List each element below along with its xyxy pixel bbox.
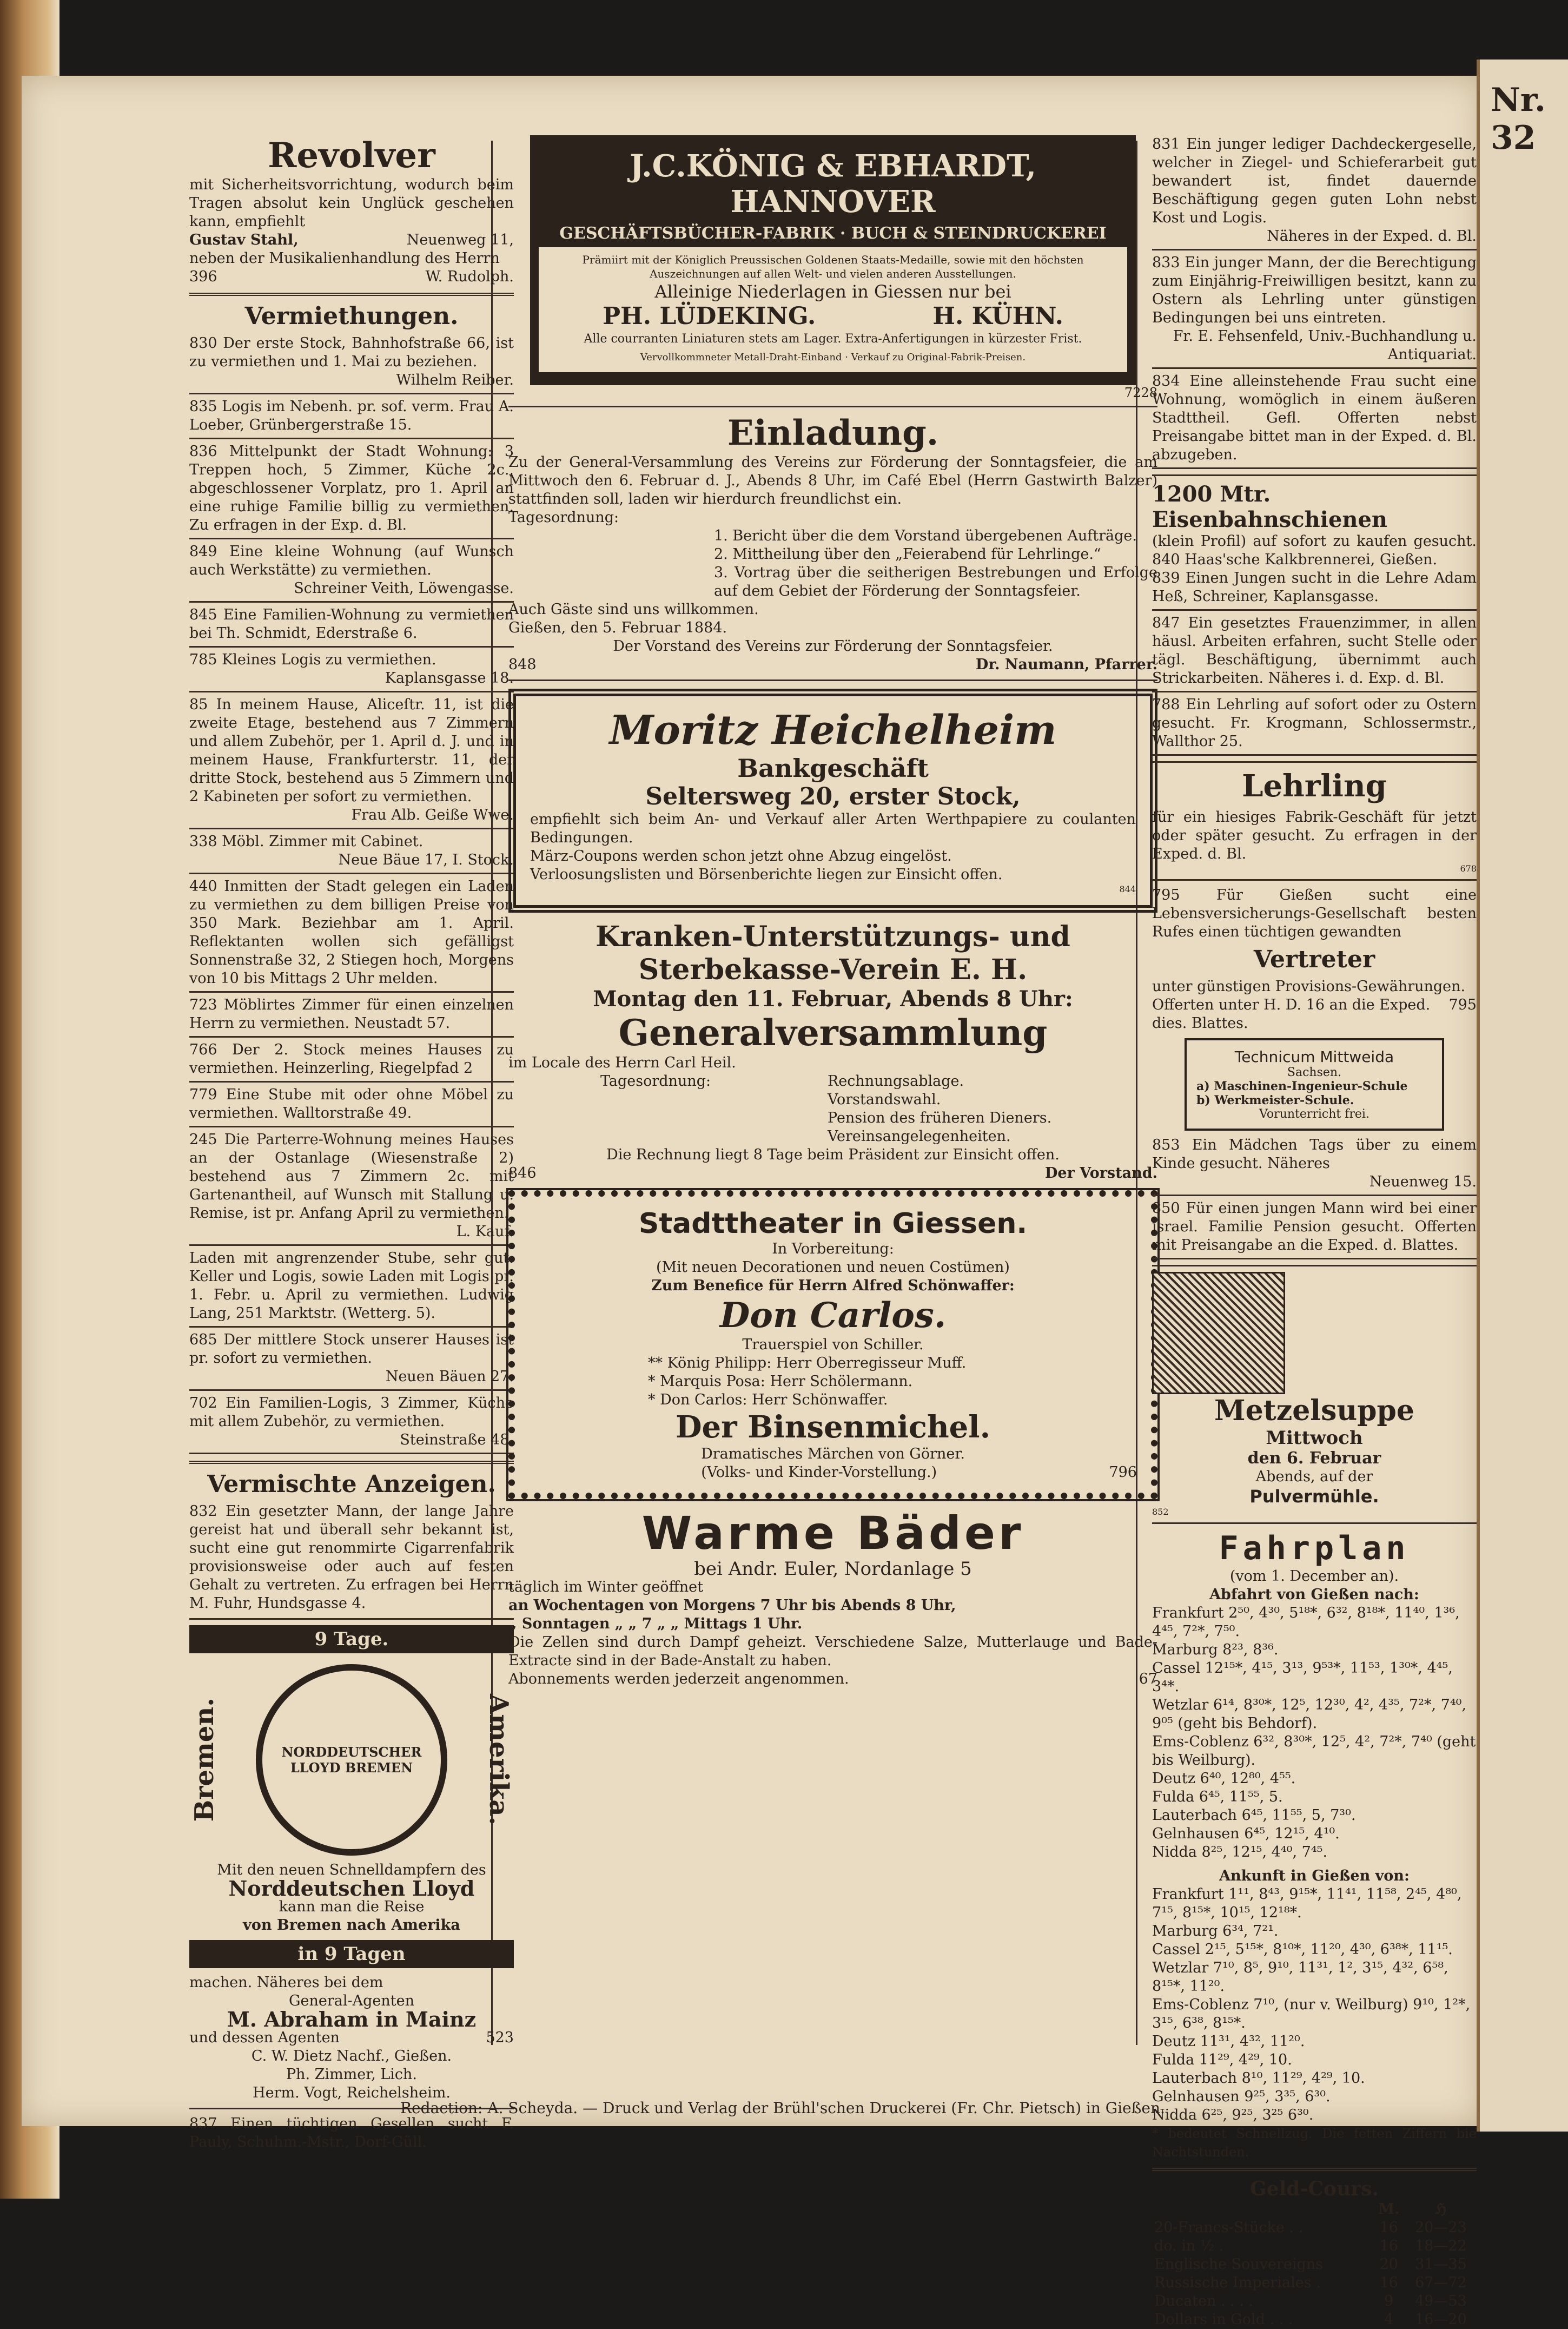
divider	[1152, 467, 1477, 469]
geld-cours	[1152, 2178, 1477, 2329]
classified-ad	[189, 606, 514, 648]
lloyd-ag3: Herm. Vogt, Reichelsheim.	[253, 2084, 451, 2101]
divider	[1152, 761, 1477, 763]
classified-ad	[1152, 254, 1477, 369]
table-cell: 20-Francs-Stücke . .	[1154, 2219, 1304, 2236]
fahrplan-sub: (vom 1. December an).	[1229, 1568, 1399, 1585]
lloyd-line3: kann man die Reise	[279, 1898, 425, 1915]
ad-text: 788 Ein Lehrling auf sofort oder zu Ostern gesucht. Fr. Krogmann, Schlossermstr., Wallthor 25.	[1152, 696, 1477, 750]
table-cell: 16	[1379, 2219, 1398, 2236]
table-cell: Englische Souvereigns	[1154, 2256, 1324, 2273]
koenig-ebhardt-ad	[530, 135, 1136, 385]
classified-ad	[189, 996, 514, 1038]
kranken-ad	[508, 920, 1157, 1183]
ad-text: 839 Einen Jungen sucht in die Lehre Adam Heß, Schreiner, Kaplansgasse.	[1152, 570, 1477, 605]
ad-text: 831 Ein junger lediger Dachdeckergeselle, welcher in Ziegel- und Schieferarbeit gut bewandert ist, findet dauernde Beschäftigung gegen guten Lohn nebst Kost und Logis.	[1152, 136, 1477, 226]
ad-text: 723 Möblirtes Zimmer für einen einzelnen Herrn zu vermiethen. Neustadt 57.	[189, 997, 514, 1032]
table-header: ℌ	[1435, 2201, 1447, 2218]
misc-heading: Vermischte Anzeigen.	[207, 1470, 496, 1498]
table-cell: 9	[1384, 2293, 1394, 2310]
list-item: Gelnhausen 9²⁵, 3³⁵, 6³⁰.	[1152, 2088, 1331, 2105]
classified-ad	[189, 696, 514, 829]
heichelheim-title: Moritz Heichelheim	[609, 707, 1057, 754]
koenig-award: Prämiirt mit der Königlich Preussischen Goldenen Staats-Medaille, sowie mit den höchsten Auszeichnungen auf allen Welt- und vielen anderen Ausstellungen.	[582, 253, 1084, 280]
baeder-t2: an Wochentagen von Morgens 7 Uhr bis Abends 8 Uhr,	[508, 1597, 956, 1614]
revolver-ref: 396	[189, 268, 217, 285]
lloyd-days-bar: in 9 Tagen	[189, 1940, 514, 1968]
table-cell: 20—23	[1415, 2219, 1467, 2236]
list-item: Lauterbach 6⁴⁵, 11⁵⁵, 5, 7³⁰.	[1152, 1807, 1356, 1824]
einladung-text: Zu der General-Versammlung des Vereins zur Förderung der Sonntagsfeier, die am Mittwoch den 6. Februar d. J., Abends 8 Uhr, im Café Ebel (Herrn Gastwirth Balzer) stattfinden soll, laden wir hierdurch freundlichst ein.	[508, 454, 1157, 507]
list-item: Marburg 6³⁴, 7²¹.	[1152, 1923, 1279, 1939]
table-cell: 18—22	[1415, 2238, 1467, 2254]
list-item: Rechnungsablage.	[828, 1073, 964, 1090]
lloyd-line2: Norddeutschen Lloyd	[228, 1876, 475, 1901]
einladung-t2: 2. Mittheilung über den „Feierabend für Lehrlinge.“	[714, 546, 1101, 563]
kranken-note: Die Rechnung liegt 8 Tage beim Präsident zur Einsicht offen.	[606, 1146, 1060, 1163]
divider	[189, 1326, 514, 1328]
list-item: Cassel 2¹⁵, 5¹⁵*, 8¹⁰*, 11²⁰, 4³⁰, 6³⁸*, 11¹⁵.	[1152, 1941, 1453, 1958]
classified-ad	[189, 651, 514, 692]
revolver-text: mit Sicherheitsvorrichtung, wodurch beim Tragen absolut kein Unglück geschehen kann, empfiehlt	[189, 176, 514, 230]
lloyd-seal-icon: NORDDEUTSCHER LLOYD BREMEN	[256, 1664, 447, 1856]
fahrplan-arr-heading: Ankunft in Gießen von:	[1219, 1868, 1410, 1884]
ad-text: Laden mit angrenzender Stube, sehr gut. Keller und Logis, sowie Laden mit Logis pr. 1. Febr. u. April zu vermiethen. Ludwig Lang, 251 Marktstr. (Wetterg. 5).	[189, 1250, 514, 1322]
lloyd-line1: Mit den neuen Schnelldampfern des	[217, 1862, 486, 1878]
ad-text: 785 Kleines Logis zu vermiethen.	[189, 651, 436, 668]
ad-text: 766 Der 2. Stock meines Hauses zu vermiethen. Heinzerling, Riegelpfad 2	[189, 1041, 514, 1077]
classified-ad	[1152, 696, 1477, 756]
divider	[508, 406, 1157, 407]
geld-title: Geld-Cours.	[1249, 2178, 1379, 2200]
misc-ad: 832 Ein gesetzter Mann, der lange Jahre gereist hat und überall sehr bekannt ist, sucht eine gut renommirte Cigarrenfabrik provisionsweise oder auch auf festen Gehalt zu vertreten. Zu erfragen bei Herrn M. Fuhr, Hundsgasse 4.	[189, 1503, 514, 1612]
job-ads-2	[1152, 569, 1477, 756]
table-cell: 16—20	[1415, 2311, 1467, 2328]
right-column	[1152, 135, 1477, 2329]
list-item: Ems-Coblenz 7¹⁰, (nur v. Weilburg) 9¹⁰, 1²*, 3¹⁵, 6³⁸, 8¹⁵*.	[1152, 1996, 1471, 2031]
ad-text: 849 Eine kleine Wohnung (auf Wunsch auch Werkstätte) zu vermiethen.	[189, 543, 514, 578]
divider	[189, 873, 514, 874]
ad-signature: Fr. E. Fehsenfeld, Univ.-Buchhandlung u. Antiquariat.	[1173, 328, 1477, 363]
lloyd-ag1: C. W. Dietz Nachf., Gießen.	[251, 2048, 452, 2064]
heichelheim-ref: 844	[1119, 884, 1136, 894]
revolver-person: W. Rudolph.	[425, 268, 514, 285]
lloyd-agent: M. Abraham in Mainz	[227, 2007, 477, 2031]
metzel-title: Metzelsuppe	[1214, 1394, 1414, 1427]
fahrplan-note: * bedeutet Schnellzug. Die fetten Ziffern bie Nachtstunden.	[1152, 2126, 1477, 2160]
ad-text: 833 Ein junger Mann, der die Berechtigung zum Einjährig-Freiwilligen besitzt, kann zu Ostern als Lehrling unter günstigen Bedingungen bei uns eintreten.	[1152, 254, 1477, 326]
ad-signature: Neue Bäue 17, I. Stock.	[338, 852, 514, 868]
divider	[1152, 609, 1477, 611]
theater-cast1: ** König Philipp: Herr Oberregisseur Muff.	[648, 1355, 967, 1371]
divider	[1152, 691, 1477, 692]
vertreter-pre: 795 Für Gießen sucht eine Lebensversicherungs-Gesellschaft besten Rufes einen tüchtigen gewandten	[1152, 887, 1477, 940]
table-row	[1152, 2274, 1477, 2292]
lehrling-ref: 678	[1460, 863, 1477, 874]
divider	[1152, 754, 1477, 756]
last-ad: 837 Einen tüchtigen Gesellen sucht F. Pauly, Schuhm.-Mstr., Dorf-Güll.	[189, 2115, 514, 2150]
heichelheim-t2: März-Coupons werden schon jetzt ohne Abzug eingelöst.	[530, 848, 952, 865]
ad-text: 338 Möbl. Zimmer mit Cabinet.	[189, 833, 424, 850]
lloyd-amerika: Amerika.	[484, 1694, 514, 1826]
list-item: Ems-Coblenz 6³², 8³⁰*, 12⁵, 4², 7²*, 7⁴⁰ (geht bis Weilburg).	[1152, 1733, 1476, 1769]
metzelsuppe-ad	[1152, 1272, 1477, 1517]
middle-column	[508, 135, 1157, 1688]
fahrplan-arrivals	[1152, 1885, 1477, 2125]
heichelheim-addr: Seltersweg 20, erster Stock,	[645, 783, 1021, 810]
table-row	[1152, 2219, 1477, 2237]
theater-play2: Der Binsenmichel.	[675, 1409, 991, 1445]
divider	[189, 1244, 514, 1246]
lehrling-title: Lehrling	[1242, 768, 1387, 804]
technicum-c: Vorunterricht frei.	[1259, 1107, 1369, 1121]
divider	[1152, 1258, 1477, 1259]
heichelheim-sub: Bankgeschäft	[737, 754, 929, 783]
baeder-title: Warme Bäder	[641, 1507, 1024, 1560]
divider	[508, 679, 1157, 681]
ad-signature: Wilhelm Reiber.	[396, 372, 514, 388]
classified-ad	[189, 1331, 514, 1391]
divider	[189, 1389, 514, 1391]
table-cell: do. in ½ .	[1154, 2238, 1224, 2254]
lloyd-line6: General-Agenten	[288, 1992, 415, 2009]
divider	[189, 1036, 514, 1038]
ad-signature: Neuen Bäuen 27.	[385, 1368, 514, 1385]
classified-ad	[189, 398, 514, 439]
divider	[189, 828, 514, 829]
lehrling-text: für ein hiesiges Fabrik-Geschäft für jetzt oder später gesucht. Zu erfragen in der Exped. d. Bl.	[1152, 809, 1477, 862]
classified-ad	[1152, 569, 1477, 611]
divider	[1152, 2168, 1477, 2171]
divider	[1152, 249, 1477, 250]
kranken-items	[828, 1072, 1051, 1146]
list-item: Nidda 8²⁵, 12¹⁵, 4⁴⁰, 7⁴⁵.	[1152, 1844, 1328, 1860]
table-cell: Ducaten . . . .	[1154, 2293, 1254, 2310]
technicum-title: Technicum Mittweida	[1234, 1048, 1394, 1066]
classified-ad	[189, 1394, 514, 1454]
metzel-t4: Pulvermühle.	[1249, 1486, 1379, 1507]
theater-note2: (Volks- und Kinder-Vorstellung.)	[701, 1464, 937, 1481]
rails-text: (klein Profil) auf sofort zu kaufen gesucht. 840 Haas'sche Kalkbrennerei, Gießen.	[1152, 533, 1477, 568]
table-cell: 31—35	[1415, 2256, 1467, 2273]
classified-ad	[189, 443, 514, 539]
koenig-l1: Alle courranten Liniaturen stets am Lager. Extra-Anfertigungen in kürzester Frist.	[584, 332, 1082, 346]
baeder-t4: Die Zellen sind durch Dampf geheizt. Verschiedene Salze, Mutterlauge und Bade-Extracte sind in der Bade-Anstalt zu haben.	[508, 1634, 1157, 1669]
revolver-addr: Neuenweg 11,	[406, 232, 514, 248]
theater-play: Don Carlos.	[719, 1295, 947, 1336]
divider	[189, 438, 514, 439]
kranken-title: Kranken-Unterstützungs- und Sterbekasse-Verein E. H.	[596, 920, 1070, 986]
classified-ad	[1152, 1199, 1477, 1259]
divider	[1152, 1265, 1477, 1266]
lloyd-line7: und dessen Agenten	[189, 2029, 340, 2046]
ad-text: 850 Für einen jungen Mann wird bei einer israel. Familie Pension gesucht. Offerten mit Preisangabe an die Exped. d. Blattes.	[1152, 1200, 1477, 1253]
list-item: Deutz 6⁴⁰, 12⁸⁰, 4⁵⁵.	[1152, 1770, 1296, 1787]
einladung-ad	[508, 413, 1157, 674]
metzel-ref: 852	[1152, 1507, 1169, 1517]
theater-ref: 796	[1109, 1464, 1137, 1481]
divider	[189, 1081, 514, 1083]
divider	[1152, 367, 1477, 369]
next-page-edge	[1477, 60, 1568, 2132]
ad-text: 779 Eine Stube mit oder ohne Möbel zu vermiethen. Walltorstraße 49.	[189, 1086, 514, 1121]
list-item: Gelnhausen 6⁴⁵, 12¹⁵, 4¹⁰.	[1152, 1825, 1340, 1842]
revolver-name: Gustav Stahl,	[189, 232, 299, 248]
divider	[189, 1126, 514, 1127]
classified-ad	[1152, 1136, 1477, 1196]
list-item: Cassel 12¹⁵*, 4¹⁵, 3¹³, 9⁵³*, 11⁵³, 1³⁰*, 4⁴⁵, 3⁴*.	[1152, 1660, 1453, 1695]
newspaper-page	[22, 76, 1482, 2328]
lloyd-ad	[189, 1625, 514, 2102]
ad-signature: Neuenweg 15.	[1369, 1173, 1477, 1190]
einladung-t1: 1. Bericht über die dem Vorstand übergebenen Aufträge.	[714, 527, 1137, 544]
classified-ad	[189, 1086, 514, 1127]
baeder-t5: Abonnements werden jederzeit angenommen.	[508, 1671, 849, 1687]
divider	[189, 293, 514, 296]
rails-title: 1200 Mtr. Eisenbahnschienen	[1152, 481, 1387, 532]
heichelheim-t1: empfiehlt sich beim An- und Verkauf aller Arten Werthpapiere zu coulanten Bedingungen.	[530, 811, 1136, 846]
list-item: Vorstandswahl.	[828, 1091, 941, 1108]
ad-text: 836 Mittelpunkt der Stadt Wohnung: 3 Treppen hoch, 5 Zimmer, Küche 2c., abgeschlossener Vorplatz, pro 1. April an eine ruhige Familie billig zu vermiethen. Zu erfragen in der Exp. d. Bl.	[189, 443, 514, 533]
revolver-addr2: neben der Musikalienhandlung des Herrn	[189, 250, 500, 267]
table-cell: 4	[1384, 2311, 1394, 2328]
metzel-t2: den 6. Februar	[1247, 1449, 1381, 1468]
next-page-number: Nr. 32	[1491, 81, 1546, 157]
list-item: Frankfurt 2⁵⁰, 4³⁰, 5¹⁸*, 6³², 8¹⁸*, 11⁴⁰, 1³⁶, 4⁴⁵, 7²*, 7⁵⁰.	[1152, 1605, 1460, 1640]
vertreter-title: Vertreter	[1253, 946, 1375, 973]
koenig-ref: 7228	[1124, 385, 1157, 400]
job-ads-3	[1152, 1136, 1477, 1259]
classified-ad	[1152, 135, 1477, 250]
kranken-loc: im Locale des Herrn Carl Heil.	[508, 1054, 736, 1071]
koenig-dealer1: PH. LÜDEKING.	[603, 302, 816, 330]
list-item: Wetzlar 6¹⁴, 8³⁰*, 12⁵, 12³⁰, 4², 4³⁵, 7²*, 7⁴⁰, 9⁰⁵ (geht bis Behdorf).	[1152, 1697, 1467, 1732]
ad-text: 853 Ein Mädchen Tags über zu einem Kinde gesucht. Näheres	[1152, 1137, 1477, 1172]
technicum-a: a) Maschinen-Ingenieur-Schule	[1196, 1079, 1408, 1093]
fahrplan	[1152, 1529, 1477, 2161]
kranken-sig: Der Vorstand.	[1045, 1165, 1157, 1182]
divider	[189, 991, 514, 993]
list-item: Fulda 6⁴⁵, 11⁵⁵, 5.	[1152, 1789, 1283, 1805]
ad-signature: Kaplansgasse 18.	[385, 670, 514, 687]
classified-ad	[1152, 372, 1477, 469]
baeder-t1: täglich im Winter geöffnet	[508, 1579, 703, 1595]
lloyd-line5: machen. Näheres bei dem	[189, 1974, 383, 1991]
baeder-ref: 67	[1139, 1671, 1157, 1687]
table-row	[1152, 2237, 1477, 2255]
list-item: Deutz 11³¹, 4³², 11²⁰.	[1152, 2033, 1305, 2050]
ad-text: 835 Logis im Nebenh. pr. sof. verm. Frau A. Loeber, Grünbergerstraße 15.	[189, 398, 514, 433]
ad-text: 847 Ein gesetztes Frauenzimmer, in allen häusl. Arbeiten erfahren, sucht Stelle oder tägl. Beschäftigung, übernimmt auch Strickarbeiten. Näheres i. d. Exp. d. Bl.	[1152, 615, 1477, 687]
koenig-dealer2: H. KÜHN.	[932, 302, 1063, 330]
revolver-title: Revolver	[268, 135, 435, 176]
lloyd-bremen: Bremen.	[189, 1698, 220, 1822]
table-cell: 20	[1379, 2256, 1398, 2273]
list-item: Fulda 11²⁹, 4²⁹, 10.	[1152, 2051, 1292, 2068]
lloyd-ag2: Ph. Zimmer, Lich.	[286, 2066, 418, 2083]
classified-ad	[189, 878, 514, 993]
theater-deco: (Mit neuen Decorationen und neuen Costümen)	[656, 1259, 1010, 1276]
ad-signature: Frau Alb. Geiße Wwe.	[351, 807, 514, 823]
list-item: Vereinsangelegenheiten.	[828, 1128, 1011, 1145]
fahrplan-departures	[1152, 1604, 1477, 1862]
lloyd-days-top: 9 Tage.	[189, 1625, 514, 1653]
ad-text: 702 Ein Familien-Logis, 3 Zimmer, Küche mit allem Zubehör, zu vermiethen.	[189, 1395, 514, 1430]
vertreter-sig: Offerten unter H. D. 16 an die Exped. dies. Blattes.	[1152, 997, 1431, 1032]
theater-ad	[508, 1190, 1157, 1499]
divider	[189, 601, 514, 603]
table-row	[1152, 2311, 1477, 2329]
ad-text: 245 Die Parterre-Wohnung meines Hauses an der Ostanlage (Wiesenstraße 2) bestehend aus 7 Zimmern 2c. mit Gartenantheil, auf Wunsch mit Stallung u. Remise, ist pr. Anfang April zu vermiethen.	[189, 1131, 514, 1222]
fahrplan-dep-heading: Abfahrt von Gießen nach:	[1209, 1586, 1419, 1603]
classified-ad	[1152, 614, 1477, 692]
technicum-b: b) Werkmeister-Schule.	[1196, 1093, 1354, 1107]
classified-ad	[189, 1131, 514, 1246]
ad-text: 685 Der mittlere Stock unserer Hauses ist pr. sofort zu vermiethen.	[189, 1331, 514, 1367]
ad-text: 440 Inmitten der Stadt gelegen ein Laden zu vermiethen zu dem billigen Preise von 350 Mark. Beziehbar am 1. April. Reflektanten wollen sich gefälligst Sonnenstraße 32, 2 Stiegen hoch, Morgens von 10 bis Mittags 2 Uhr melden.	[189, 878, 514, 987]
divider	[189, 1618, 514, 1620]
ad-text: 834 Eine alleinstehende Frau sucht eine Wohnung, womöglich in einem äußeren Stadttheil. Gefl. Offerten nebst Preisangabe bittet man in der Exped. d. Bl. abzugeben.	[1152, 373, 1477, 463]
divider	[189, 1461, 514, 1464]
divider	[189, 691, 514, 692]
koenig-sub: GESCHÄFTSBÜCHER-FABRIK · BUCH & STEINDRUCKEREI	[559, 224, 1107, 243]
theater-type: Trauerspiel von Schiller.	[742, 1336, 924, 1353]
theater-cast2: * Marquis Posa: Herr Schölermann.	[648, 1373, 913, 1390]
table-row	[1152, 2255, 1477, 2274]
ad-text: 845 Eine Familien-Wohnung zu vermiethen bei Th. Schmidt, Ederstraße 6.	[189, 606, 514, 642]
theater-prep: In Vorbereitung:	[772, 1241, 894, 1257]
list-item: Nidda 6²⁵, 9²⁵, 3²⁵ 6³⁰.	[1152, 2107, 1314, 2123]
table-header: M.	[1378, 2201, 1400, 2218]
vermiethungen-heading: Vermiethungen.	[244, 302, 459, 330]
divider	[189, 393, 514, 394]
theater-title: Stadttheater in Giessen.	[638, 1208, 1028, 1240]
baeder-by: bei Andr. Euler, Nordanlage 5	[694, 1558, 972, 1580]
page-footer: Redaction: A. Scheyda. — Druck und Verlag der Brühl'schen Druckerei (Fr. Chr. Pietsch) in Gießen.	[400, 2099, 1165, 2117]
divider	[1152, 879, 1477, 881]
technicum-sub: Sachsen.	[1287, 1066, 1342, 1079]
einladung-board: Der Vorstand des Vereins zur Förderung der Sonntagsfeier.	[613, 638, 1053, 655]
theater-bene: Zum Benefice für Herrn Alfred Schönwaffer:	[651, 1277, 1015, 1294]
job-ads	[1152, 135, 1477, 469]
heichelheim-t3: Verloosungslisten und Börsenberichte liegen zur Einsicht offen.	[530, 866, 1003, 883]
divider	[1152, 1195, 1477, 1196]
table-cell: 67—72	[1415, 2274, 1467, 2291]
ad-signature: Steinstraße 48.	[400, 1431, 514, 1448]
kranken-to: Tagesordnung:	[600, 1073, 711, 1090]
ad-signature: Schreiner Veith, Löwengasse.	[294, 580, 514, 597]
vermiethungen-list	[189, 334, 514, 1454]
einladung-title: Einladung.	[727, 413, 939, 453]
vertreter-post: unter günstigen Provisions-Gewährungen.	[1152, 978, 1466, 995]
theater-cast3: * Don Carlos: Herr Schönwaffer.	[648, 1391, 888, 1408]
metzel-t3: Abends, auf der	[1255, 1468, 1373, 1485]
list-item: Marburg 8²³, 8³⁶.	[1152, 1641, 1279, 1658]
einladung-date: Gießen, den 5. Februar 1884.	[508, 619, 727, 636]
table-header	[1152, 2200, 1373, 2219]
baeder-ad	[508, 1507, 1157, 1688]
divider	[1152, 1522, 1477, 1524]
einladung-t3: 3. Vortrag über die seitherigen Bestrebungen und Erfolge auf dem Gebiet der Förderung der Sonntagsfeier.	[714, 564, 1157, 599]
divider	[189, 1453, 514, 1454]
technicum-ad	[1185, 1038, 1444, 1131]
divider	[189, 646, 514, 648]
list-item: Wetzlar 7¹⁰, 8⁵, 9¹⁰, 11³¹, 1², 3¹⁵, 4³², 6⁵⁸, 8¹⁵*, 11²⁰.	[1152, 1959, 1448, 1995]
ad-text: 85 In meinem Hause, Aliceſtr. 11, ist die zweite Etage, bestehend aus 7 Zimmern und allem Zubehör, per 1. April d. J. und in meinem Hause, Frankfurterstr. 11, der dritte Stock, bestehend aus 5 Zimmern und 2 Kabineten per sofort zu vermiethen.	[189, 696, 514, 805]
koenig-l2: Vervollkommneter Metall-Draht-Einband · Verkauf zu Original-Fabrik-Preisen.	[640, 352, 1026, 363]
ad-signature: Näheres in der Exped. d. Bl.	[1267, 228, 1477, 245]
table-cell: 16	[1379, 2274, 1398, 2291]
lloyd-ref: 523	[486, 2029, 514, 2046]
baeder-t3: „ Sonntagen „ „ 7 „ „ Mittags 1 Uhr.	[508, 1615, 803, 1632]
classified-ad	[189, 1041, 514, 1083]
table-cell: Russische Imperiales .	[1154, 2274, 1321, 2291]
ad-signature: L. Kauf.	[456, 1223, 514, 1240]
kranken-gv: Generalversammlung	[618, 1012, 1048, 1054]
classified-ad	[189, 543, 514, 603]
kranken-date: Montag den 11. Februar, Abends 8 Uhr:	[593, 986, 1073, 1012]
divider	[1152, 474, 1477, 476]
classified-ad	[189, 833, 514, 874]
classified-ad	[189, 334, 514, 394]
table-cell: Dollars in Gold . . .	[1154, 2311, 1293, 2328]
butcher-illustration-icon	[1152, 1272, 1285, 1394]
theater-type2: Dramatisches Märchen von Görner.	[701, 1446, 965, 1462]
ad-text: 830 Der erste Stock, Bahnhofstraße 66, ist zu vermiethen und 1. Mai zu beziehen.	[189, 335, 514, 370]
fahrplan-title: Fahrplan	[1219, 1529, 1410, 1567]
lloyd-line4: von Bremen nach Amerika	[243, 1917, 460, 1934]
revolver-ad	[189, 135, 514, 286]
koenig-name: J.C.KÖNIG & EBHARDT, HANNOVER	[630, 148, 1036, 220]
kranken-ref: 846	[508, 1165, 537, 1182]
einladung-to: Tagesordnung:	[508, 509, 619, 526]
list-item: Lauterbach 8¹⁰, 11²⁹, 4²⁹, 10.	[1152, 2070, 1365, 2087]
metzel-t1: Mittwoch	[1266, 1427, 1363, 1449]
table-cell: 49—53	[1415, 2293, 1467, 2310]
koenig-sole: Alleinige Niederlagen in Giessen nur bei	[654, 281, 1011, 302]
geld-table	[1152, 2200, 1477, 2329]
table-row	[1152, 2292, 1477, 2311]
list-item: Pension des früheren Dieners.	[828, 1110, 1052, 1126]
heichelheim-ad	[508, 689, 1157, 913]
einladung-guests: Auch Gäste sind uns willkommen.	[508, 601, 759, 618]
vertreter-ref: 795	[1448, 997, 1477, 1013]
list-item: Frankfurt 1¹¹, 8⁴³, 9¹⁵*, 11⁴¹, 11⁵⁸, 2⁴⁵, 4⁸⁰, 7¹⁵, 8¹⁵*, 10¹⁵, 12¹⁸*.	[1152, 1886, 1462, 1921]
classified-ad	[189, 1249, 514, 1328]
left-column	[189, 135, 514, 2152]
table-cell: 16	[1379, 2238, 1398, 2254]
einladung-sig: Dr. Naumann, Pfarrer.	[975, 656, 1157, 673]
einladung-ref: 848	[508, 656, 537, 673]
divider	[189, 538, 514, 539]
